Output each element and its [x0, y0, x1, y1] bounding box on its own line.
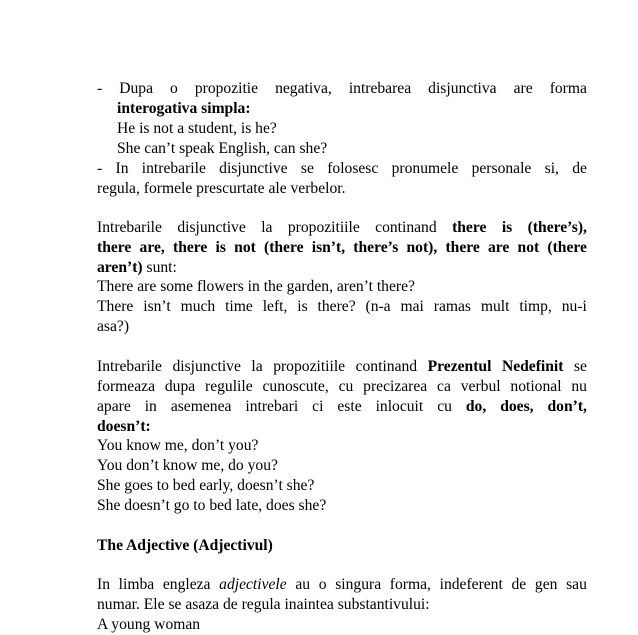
word: are, — [139, 239, 165, 256]
word: propozitie — [194, 80, 259, 97]
word: is — [501, 219, 513, 236]
paragraph-present-line-2 — [97, 377, 587, 397]
rule-1-line-1 — [97, 79, 587, 99]
word: Intrebarile — [97, 358, 162, 375]
word: (there — [264, 239, 304, 256]
word: mult — [480, 298, 510, 315]
word: propozitiile — [273, 358, 346, 375]
paragraph-present-line-3 — [97, 397, 587, 417]
example-sentence: You know me, don’t you? — [97, 437, 259, 454]
word: Nedefinit — [501, 358, 564, 375]
word: forma — [549, 80, 587, 97]
word: there? — [317, 298, 356, 315]
word: precizarea — [363, 378, 428, 395]
word: asemenea — [170, 398, 232, 415]
word: do, — [465, 398, 487, 415]
word: la — [261, 219, 273, 236]
word: not — [517, 239, 540, 256]
word: there — [173, 239, 208, 256]
word: adjectivele — [219, 576, 287, 593]
word: - — [97, 80, 103, 97]
paragraph-there-line-2 — [97, 238, 587, 258]
word: are — [513, 80, 533, 97]
word: does, — [500, 398, 534, 415]
example-sentence: She goes to bed early, doesn’t she? — [97, 477, 315, 494]
word: not), — [406, 239, 438, 256]
word: left, — [262, 298, 288, 315]
word: isn’t, — [311, 239, 346, 256]
word: se — [300, 160, 314, 177]
rule-1-term: interogativa simpla: — [117, 100, 251, 117]
word: There — [97, 298, 134, 315]
word: cunoscute, — [262, 378, 329, 395]
word: regulile — [205, 378, 253, 395]
word: is — [215, 239, 226, 256]
word: ca — [437, 378, 451, 395]
word: - — [97, 160, 103, 177]
word: continand — [355, 358, 418, 375]
word: there — [445, 239, 480, 256]
word: intrebarea — [348, 80, 412, 97]
paragraph-there-line-3 — [97, 258, 177, 278]
example-sentence: There are some flowers in the garden, aren’t there? — [97, 278, 415, 295]
word: in — [144, 398, 157, 415]
word: Dupa — [119, 80, 153, 97]
example-sentence: She doesn’t go to bed late, does she? — [97, 497, 327, 514]
word: limba — [118, 576, 155, 593]
word: disjunctiva — [428, 80, 497, 97]
word: is — [297, 298, 308, 315]
word: there’s — [353, 239, 399, 256]
word: nu-i — [561, 298, 587, 315]
word: (there’s), — [527, 219, 587, 236]
word: verbul — [460, 378, 501, 395]
word: negativa, — [275, 80, 332, 97]
word: disjunctive — [172, 358, 241, 375]
paragraph-there-sunt: sunt: — [146, 259, 177, 276]
word: apare — [97, 398, 131, 415]
word: personale — [471, 160, 532, 177]
word: formeaza — [97, 378, 155, 395]
word: inlocuit — [375, 398, 424, 415]
word: In — [97, 576, 110, 593]
word: este — [337, 398, 362, 415]
word: indeferent — [439, 576, 503, 593]
word: gen — [534, 576, 558, 593]
word: se — [573, 358, 587, 375]
word: don’t, — [547, 398, 587, 415]
paragraph-adjective-line-2: numar. Ele se asaza de regula inaintea substantivului: — [97, 596, 430, 613]
word: cu — [437, 398, 452, 415]
word: disjunctive — [177, 219, 246, 236]
word: la — [251, 358, 263, 375]
word: nu — [571, 378, 587, 395]
example-sentence-end: asa?) — [97, 318, 130, 335]
word: In — [115, 160, 129, 177]
word: au — [295, 576, 311, 593]
paragraph-present-term-end: doesn’t: — [97, 418, 151, 435]
word: ci — [312, 398, 324, 415]
word: sau — [566, 576, 587, 593]
word: propozitiile — [287, 219, 360, 236]
word: disjunctive — [219, 160, 288, 177]
example-sentence: She can’t speak English, can she? — [117, 140, 328, 157]
word: singura — [335, 576, 382, 593]
word: o — [170, 80, 178, 97]
rule-2-line-1 — [97, 159, 587, 179]
paragraph-there-line-1 — [97, 218, 587, 238]
word: timp, — [519, 298, 552, 315]
word: de — [511, 576, 527, 593]
word: folosesc — [327, 160, 379, 177]
word: isn’t — [143, 298, 171, 315]
word: much — [180, 298, 216, 315]
word: (there — [547, 239, 587, 256]
paragraph-present-line-1 — [97, 357, 587, 377]
paragraph-there-term-end: aren’t) — [97, 259, 143, 276]
example-sentence — [97, 297, 587, 317]
word: pronumele — [391, 160, 459, 177]
word: mai — [400, 298, 424, 315]
word: notional — [510, 378, 562, 395]
word: (n-a — [365, 298, 391, 315]
example-sentence: You don’t know me, do you? — [97, 457, 278, 474]
word: intrebari — [245, 398, 299, 415]
word: ramas — [433, 298, 471, 315]
paragraph-adjective-line-1 — [97, 575, 587, 595]
rule-2-line-2: regula, formele prescurtate ale verbelor. — [97, 180, 346, 197]
word: there — [97, 239, 132, 256]
word: time — [225, 298, 253, 315]
word: Intrebarile — [97, 219, 162, 236]
word: dupa — [164, 378, 196, 395]
word: not — [234, 239, 256, 256]
word: engleza — [162, 576, 211, 593]
example-sentence: He is not a student, is he? — [117, 120, 277, 137]
word: are — [488, 239, 510, 256]
word: forma, — [389, 576, 431, 593]
word: de — [572, 160, 587, 177]
word: continand — [375, 219, 437, 236]
word: there — [452, 219, 487, 236]
word: intrebarile — [141, 160, 206, 177]
word: Prezentul — [427, 358, 492, 375]
word: cu — [338, 378, 354, 395]
word: o — [318, 576, 327, 593]
example-phrase: A young woman — [97, 616, 201, 633]
section-heading: The Adjective (Adjectivul) — [97, 537, 273, 554]
word: si, — [544, 160, 559, 177]
